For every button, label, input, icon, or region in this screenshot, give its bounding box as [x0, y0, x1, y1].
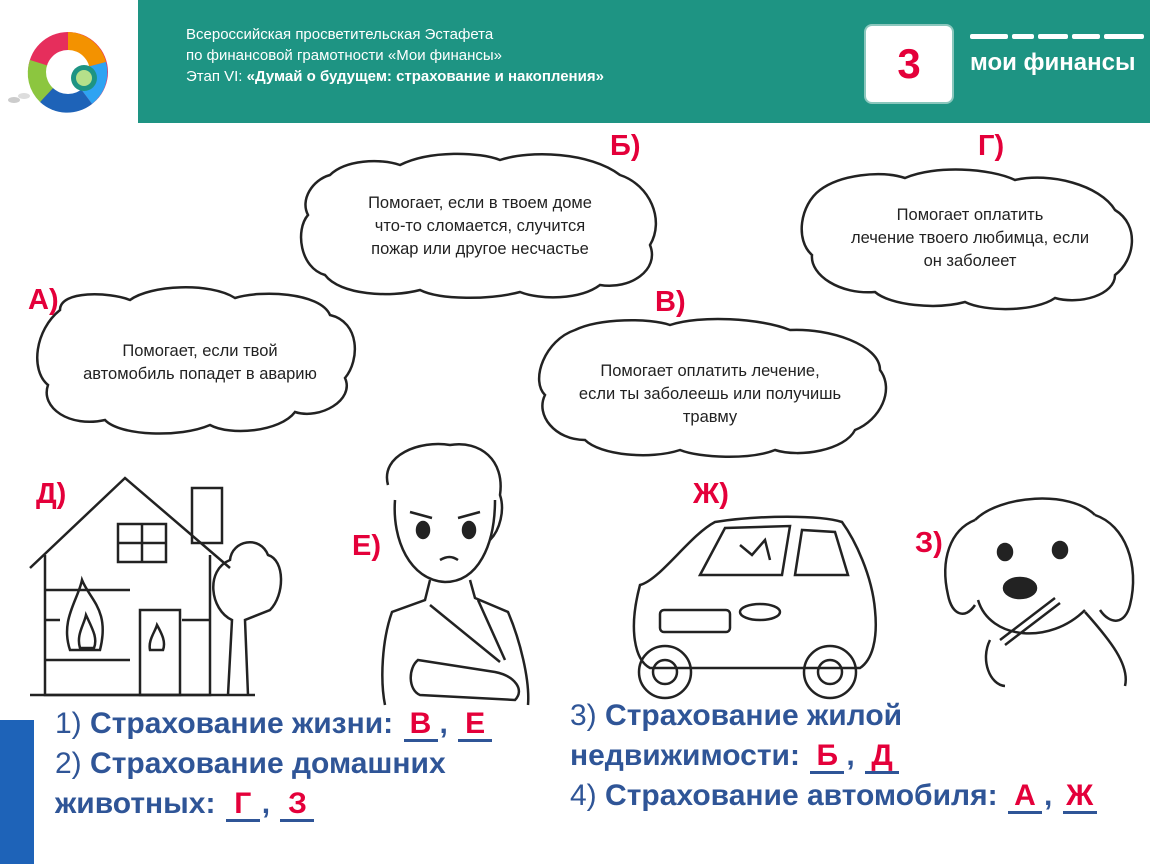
answer-3-num: 3) — [570, 699, 597, 732]
cloud-b-text — [315, 192, 645, 261]
answer-3-blank-1[interactable]: Б — [810, 741, 844, 774]
answer-1 — [55, 704, 494, 744]
answer-4-blank-1[interactable]: А — [1008, 781, 1042, 814]
label-d: Д) — [36, 478, 67, 510]
answers-right — [570, 696, 1099, 816]
answers-left — [55, 704, 494, 824]
cloud-b-line-1: Помогает, если в твоем доме — [368, 194, 592, 212]
cloud-a-line-1: Помогает, если твой — [122, 342, 278, 360]
answer-4-text: Страхование автомобиля: — [605, 779, 998, 812]
label-v: В) — [655, 286, 686, 318]
answer-3-cont — [570, 736, 1099, 776]
answer-1-blank-2[interactable]: Е — [458, 709, 492, 742]
brand-name: мои финансы — [970, 49, 1136, 76]
answer-4-blank-2[interactable]: Ж — [1063, 781, 1097, 814]
label-g: Г) — [978, 130, 1005, 162]
answer-2-num: 2) — [55, 747, 82, 780]
cloud-g-line-2: лечение твоего любимца, если — [850, 229, 1090, 247]
cloud-v-line-3: травму — [682, 408, 738, 426]
cloud-v-text — [545, 360, 875, 429]
label-z: З) — [915, 527, 943, 559]
cloud-a-line-2: автомобиль попадет в аварию — [83, 365, 317, 383]
side-accent-bar — [0, 720, 34, 864]
cloud-g-line-1: Помогает оплатить — [896, 206, 1044, 224]
answer-3 — [570, 696, 1099, 736]
answer-2-text-1: Страхование домашних — [90, 747, 446, 780]
answer-1-blank-1[interactable]: В — [404, 709, 438, 742]
stage-number-badge: 3 — [864, 24, 954, 104]
stage-prefix: Этап VI: — [186, 68, 247, 85]
header-line-2: по финансовой грамотности «Мои финансы» — [186, 47, 503, 64]
damaged-car-icon — [634, 517, 876, 698]
label-b: Б) — [610, 130, 641, 162]
header-line-1: Всероссийская просветительская Эстафета — [186, 26, 494, 43]
answer-4-num: 4) — [570, 779, 597, 812]
answer-2-blank-2[interactable]: З — [280, 789, 314, 822]
answer-3-text-2: недвижимости: — [570, 739, 800, 772]
injured-boy-icon — [382, 444, 528, 705]
cloud-g-text — [810, 204, 1130, 273]
burning-house-icon — [30, 478, 281, 695]
cloud-a-text — [50, 340, 350, 386]
answer-2-cont — [55, 784, 494, 824]
answer-3-text-1: Страхование жилой — [605, 699, 903, 732]
label-e: Е) — [352, 530, 381, 562]
answer-4-sep: , — [1043, 779, 1053, 812]
cloud-b-line-3: пожар или другое несчастье — [371, 240, 589, 258]
label-zh: Ж) — [693, 478, 729, 510]
answer-3-blank-2[interactable]: Д — [865, 741, 899, 774]
sick-dog-icon — [945, 499, 1133, 686]
answer-1-sep: , — [439, 707, 448, 740]
answer-1-num: 1) — [55, 707, 82, 740]
stage-title: «Думай о будущем: страхование и накопления» — [246, 68, 604, 85]
answer-1-text: Страхование жизни: — [90, 707, 394, 740]
answer-4 — [570, 776, 1099, 816]
answer-2-text-2: животных: — [55, 787, 216, 820]
answer-3-sep: , — [846, 739, 855, 772]
cloud-v-line-2: если ты заболеешь или получишь — [578, 385, 842, 403]
cloud-v-line-1: Помогает оплатить лечение, — [600, 362, 820, 380]
cloud-b-line-2: что-то сломается, случится — [374, 217, 586, 235]
label-a: А) — [28, 284, 59, 316]
answer-2 — [55, 744, 494, 784]
answer-2-sep: , — [261, 787, 271, 820]
answer-2-blank-1[interactable]: Г — [226, 789, 260, 822]
cloud-g-line-3: он заболеет — [923, 252, 1017, 270]
